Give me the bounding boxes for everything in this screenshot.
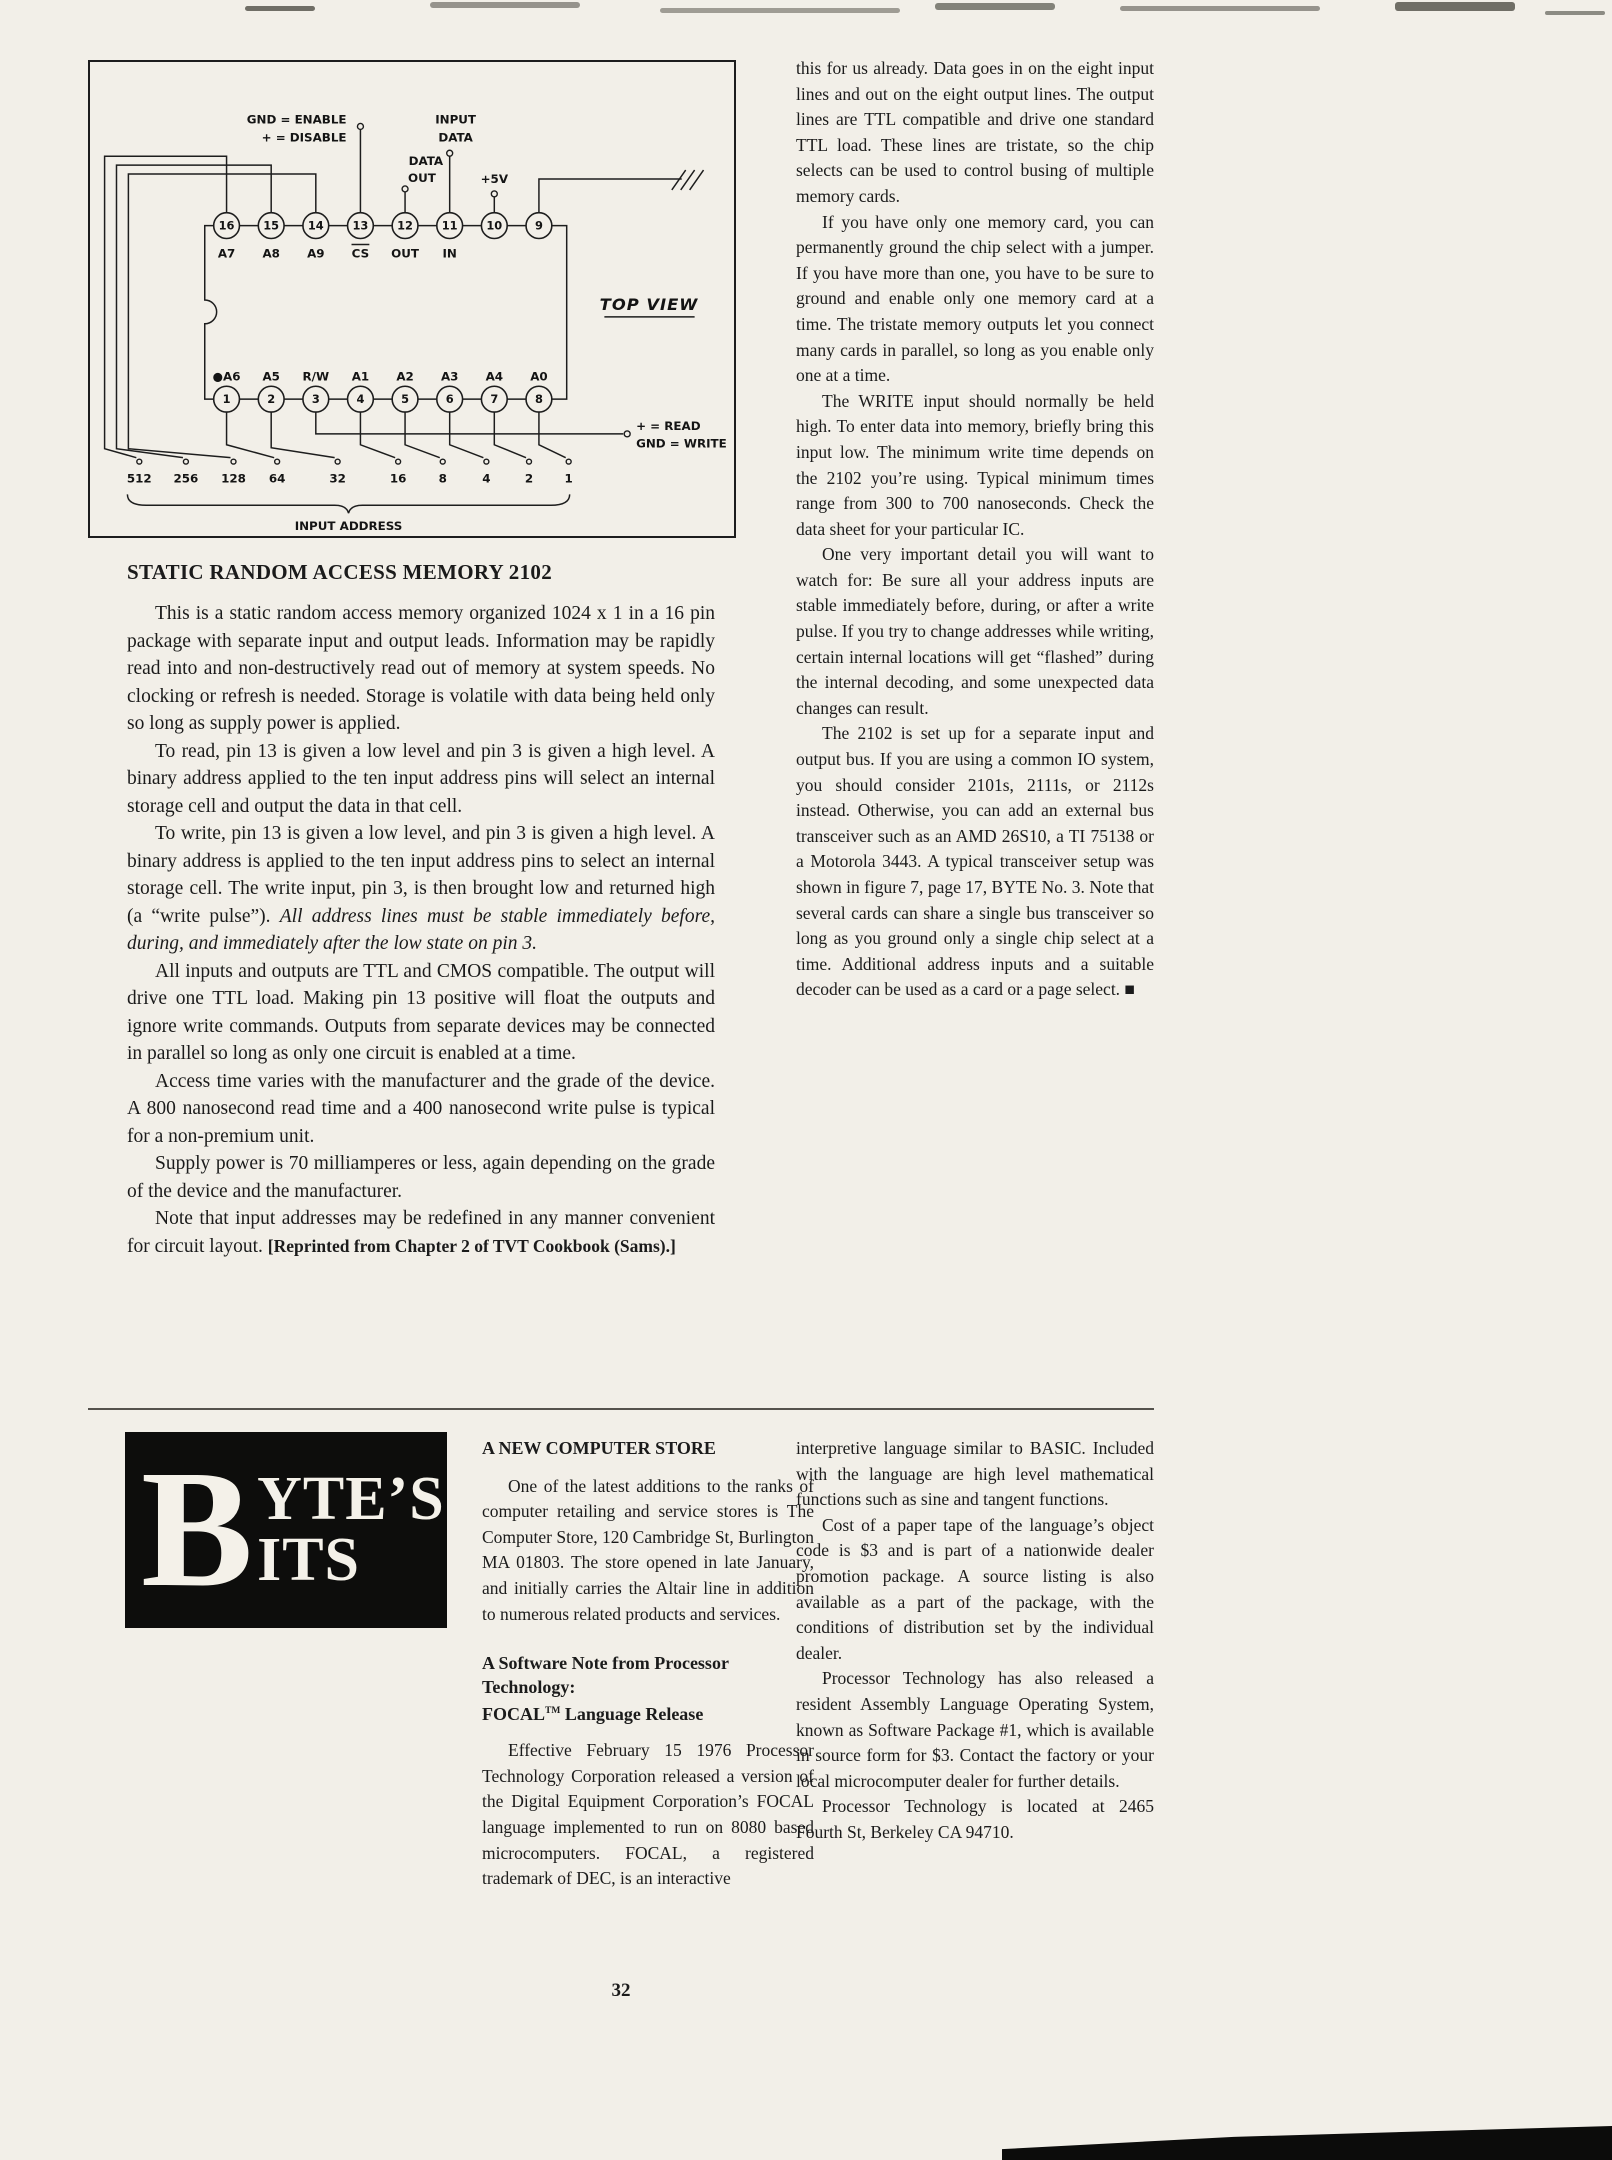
pin-7-number: 7	[490, 392, 499, 407]
weight-512: 512	[126, 471, 152, 486]
pin-labels	[213, 246, 548, 383]
scan-noise	[660, 8, 900, 13]
paragraph-text: To write, pin 13 is given a low level, and pin 3 is given a high level. A binary address is applied to the ten input address pins to select an internal storage cell. The write input, pin 3, is then brought low and returned high (a “write pulse”).	[127, 823, 715, 927]
section-divider	[88, 1408, 1154, 1410]
pin-10-number: 10	[486, 218, 503, 233]
paragraph: This is a static random access memory organized 1024 x 1 in a 16 pin package with separate input and output leads. Information may be rapidly read into and non-destructively read out of memory at system speeds. No clocking or refresh is needed. Storage is volatile with data being held only so long as supply power is applied.	[127, 603, 715, 734]
scan-noise	[935, 3, 1055, 10]
computer-store-column	[482, 1436, 814, 1892]
pin-4-number: 4	[356, 392, 365, 407]
scan-artifact	[1002, 2126, 1612, 2160]
scan-noise	[1120, 6, 1320, 11]
software-note-heading	[482, 1651, 814, 1726]
trademark-superscript: TM	[545, 1706, 561, 1717]
paragraph: Cost of a paper tape of the language’s object code is $3 and is part of a nationwide dealer promotion package. A source listing is also available as a part of the package, with the conditions of distribution set by the individual dealer.	[796, 1514, 1154, 1663]
label-input-data-2: DATA	[438, 130, 473, 145]
paragraph: To read, pin 13 is given a low level and pin 3 is given a high level. A binary address applied to the ten input address pins will select an internal storage cell and output the data in that cell.	[127, 740, 715, 817]
pin-15-number: 15	[263, 218, 280, 233]
paragraph: One of the latest additions to the ranks of computer retailing and service stores is The Computer Store, 120 Cambridge St, Burlington MA 01803. The store opened in late January, and initially carries the Altair line in addition to numerous related products and services.	[482, 1475, 814, 1624]
paragraph: interpretive language similar to BASIC. Included with the language are high level mathematical functions such as sine and tangent functions.	[796, 1438, 1154, 1510]
paragraph: Processor Technology is located at 2465 Fourth St, Berkeley CA 94710.	[796, 1796, 1154, 1842]
right-article-column	[796, 56, 1154, 1003]
paragraph: Access time varies with the manufacturer and the grade of the device. A 800 nanosecond read time and a 400 nanosecond write pulse is typical for a non-premium unit.	[127, 1070, 715, 1147]
pin-3-number: 3	[311, 392, 320, 407]
weight-128: 128	[221, 471, 246, 486]
scan-noise	[1545, 11, 1605, 15]
logo-ytes: YTE’S	[257, 1465, 445, 1534]
software-note-heading-rest: Language Release	[560, 1704, 704, 1725]
pin-label-a9: A9	[307, 246, 325, 261]
scan-noise	[245, 6, 315, 11]
label-plus-read: + = READ	[636, 418, 701, 433]
weight-1: 1	[564, 471, 573, 486]
label-gnd-write: GND = WRITE	[636, 436, 727, 451]
label-plus-disable: + = DISABLE	[261, 130, 347, 145]
weight-4: 4	[482, 471, 491, 486]
pinout-figure-box	[88, 60, 736, 538]
label-input-data-1: INPUT	[435, 112, 477, 127]
paragraph: If you have only one memory card, you can permanently ground the chip select with a jumper. If you have more than one, you have to be sure to ground and enable only one memory card at a time. The tristate memory outputs let you connect many cards in parallel, so long as you enable only one at a time.	[796, 211, 1154, 386]
scan-noise	[1395, 2, 1515, 11]
chip-outline	[205, 226, 567, 400]
paragraph: One very important detail you will want to watch for: Be sure all your address inputs are stable immediately before, during, or after a write pulse. If you try to change addresses while writing, certain internal locations will get “flashed” during the internal decoding, and some unexpected data changes can result.	[796, 544, 1154, 718]
pin-6-number: 6	[445, 392, 454, 407]
label-input-address: INPUT ADDRESS	[294, 519, 403, 534]
paragraph: Processor Technology has also released a resident Assembly Language Operating System, known as Software Package #1, which is available in source form for $3. Contact the factory or your local microcomputer dealer for further details.	[796, 1668, 1154, 1791]
pin-13-number: 13	[352, 218, 369, 233]
focal-name: FOCAL	[482, 1704, 545, 1725]
store-heading: A NEW COMPUTER STORE	[482, 1438, 716, 1458]
pin-12-number: 12	[397, 218, 413, 233]
pin-16-number: 16	[218, 218, 235, 233]
ground-icon	[672, 170, 704, 190]
paragraph: All inputs and outputs are TTL and CMOS compatible. The output will drive one TTL load. Making pin 13 positive will float the outputs and ignore write commands. Outputs from separate devices may be connected in parallel so long as only one circuit is enabled at a time.	[127, 960, 715, 1064]
paragraph: this for us already. Data goes in on the eight input lines and out on the eight output lines. The output lines are TTL compatible and drive one standard TTL load. These lines are tristate, so the chip selects can be used to control busing of multiple memory cards.	[796, 58, 1154, 206]
paragraph	[127, 820, 715, 958]
label-data-out-2: OUT	[407, 170, 436, 185]
pin-2-number: 2	[267, 392, 276, 407]
pin-8-number: 8	[534, 392, 543, 407]
reprint-credit: [Reprinted from Chapter 2 of TVT Cookbook (Sams).]	[267, 1235, 676, 1256]
page-number: 32	[611, 1980, 631, 2001]
article-heading: STATIC RANDOM ACCESS MEMORY 2102	[127, 560, 552, 584]
paragraph: The WRITE input should normally be held high. To enter data into memory, briefly bring this input low. The minimum write time depends on the 2102 you’re using. Typical minimum times range from 300 to 700 nanoseconds. Check the data sheet for your particular IC.	[796, 390, 1154, 539]
pin-label-cs: CS	[351, 246, 370, 261]
pin-1-number: 1	[222, 392, 231, 407]
pin-5-number: 5	[401, 392, 410, 407]
weight-8: 8	[438, 471, 447, 486]
pin-label-a7: A7	[217, 246, 236, 261]
logo-its: ITS	[257, 1526, 361, 1594]
input-address-brace	[127, 494, 569, 513]
pin-label-a5: A5	[262, 369, 280, 384]
weight-32: 32	[329, 471, 346, 486]
pin-label-a8: A8	[262, 246, 280, 261]
paragraph: Effective February 15 1976 Processor Technology Corporation released a version of the Digital Equipment Corporation’s FOCAL language implemented to run on 8080 based microcomputers. FOCAL, a registered trademark of DEC, is an interactive	[482, 1740, 814, 1889]
pin-11-number: 11	[441, 218, 458, 233]
label-top-view: TOP VIEW	[599, 294, 699, 314]
pin-label-a0: A0	[530, 369, 548, 384]
scan-noise	[430, 2, 580, 8]
bytes-bits-logo	[125, 1432, 447, 1628]
logo-letter-b: B	[141, 1436, 254, 1623]
pin-9-number: 9	[534, 218, 543, 233]
signal-labels	[247, 112, 727, 533]
pin-14-number: 14	[307, 218, 324, 233]
paragraph: Supply power is 70 milliamperes or less, again depending on the grade of the device and the manufacturer.	[127, 1153, 715, 1202]
weight-16: 16	[389, 471, 407, 486]
label-gnd-enable: GND = ENABLE	[246, 112, 347, 127]
pin-label-a1: A1	[351, 369, 370, 384]
label-data-out-1: DATA	[408, 154, 444, 169]
paragraph-italic-text: All address lines must be stable immediately before, during, and immediately after the low state on pin 3.	[127, 905, 715, 954]
pin-label-in: IN	[442, 246, 457, 261]
pin-label-rw: R/W	[302, 369, 330, 384]
software-note-heading-line1: A Software Note from Processor Technology:	[482, 1653, 729, 1698]
ram-2102-pinout-diagram	[90, 62, 734, 536]
paragraph-text: Note that input addresses may be redefined in any manner convenient for circuit layout.	[127, 1208, 715, 1257]
address-weights	[127, 471, 573, 485]
weight-2: 2	[524, 471, 534, 486]
weight-64: 64	[268, 471, 286, 486]
weight-256: 256	[173, 471, 199, 486]
label-plus-5v: +5V	[480, 171, 509, 186]
paragraph: The 2102 is set up for a separate input and output bus. If you are using a common IO system, you should consider 2101s, 2111s, or 2112s instead. Otherwise, you can add an external bus transceiver such as an AMD 26S10, a TI 75138 or a Motorola 3443. A typical transceiver setup was shown in figure 7, page 17, BYTE No. 3. Note that several cards can share a single bus transceiver so long as you ground only a single chip select at a time. Additional address inputs and a suitable decoder can be used as a card or a page select. ■	[796, 723, 1154, 1000]
pin-label-a3: A3	[440, 369, 459, 384]
pin-label-a6: ●A6	[212, 369, 241, 384]
logo-text	[257, 1465, 445, 1594]
pin-label-out: OUT	[391, 246, 419, 261]
pin-label-a4: A4	[485, 369, 504, 384]
paragraph	[127, 1205, 715, 1260]
article-body-column	[127, 600, 715, 1260]
pin-label-a2: A2	[396, 369, 414, 384]
software-note-continuation-column	[796, 1436, 1154, 1846]
